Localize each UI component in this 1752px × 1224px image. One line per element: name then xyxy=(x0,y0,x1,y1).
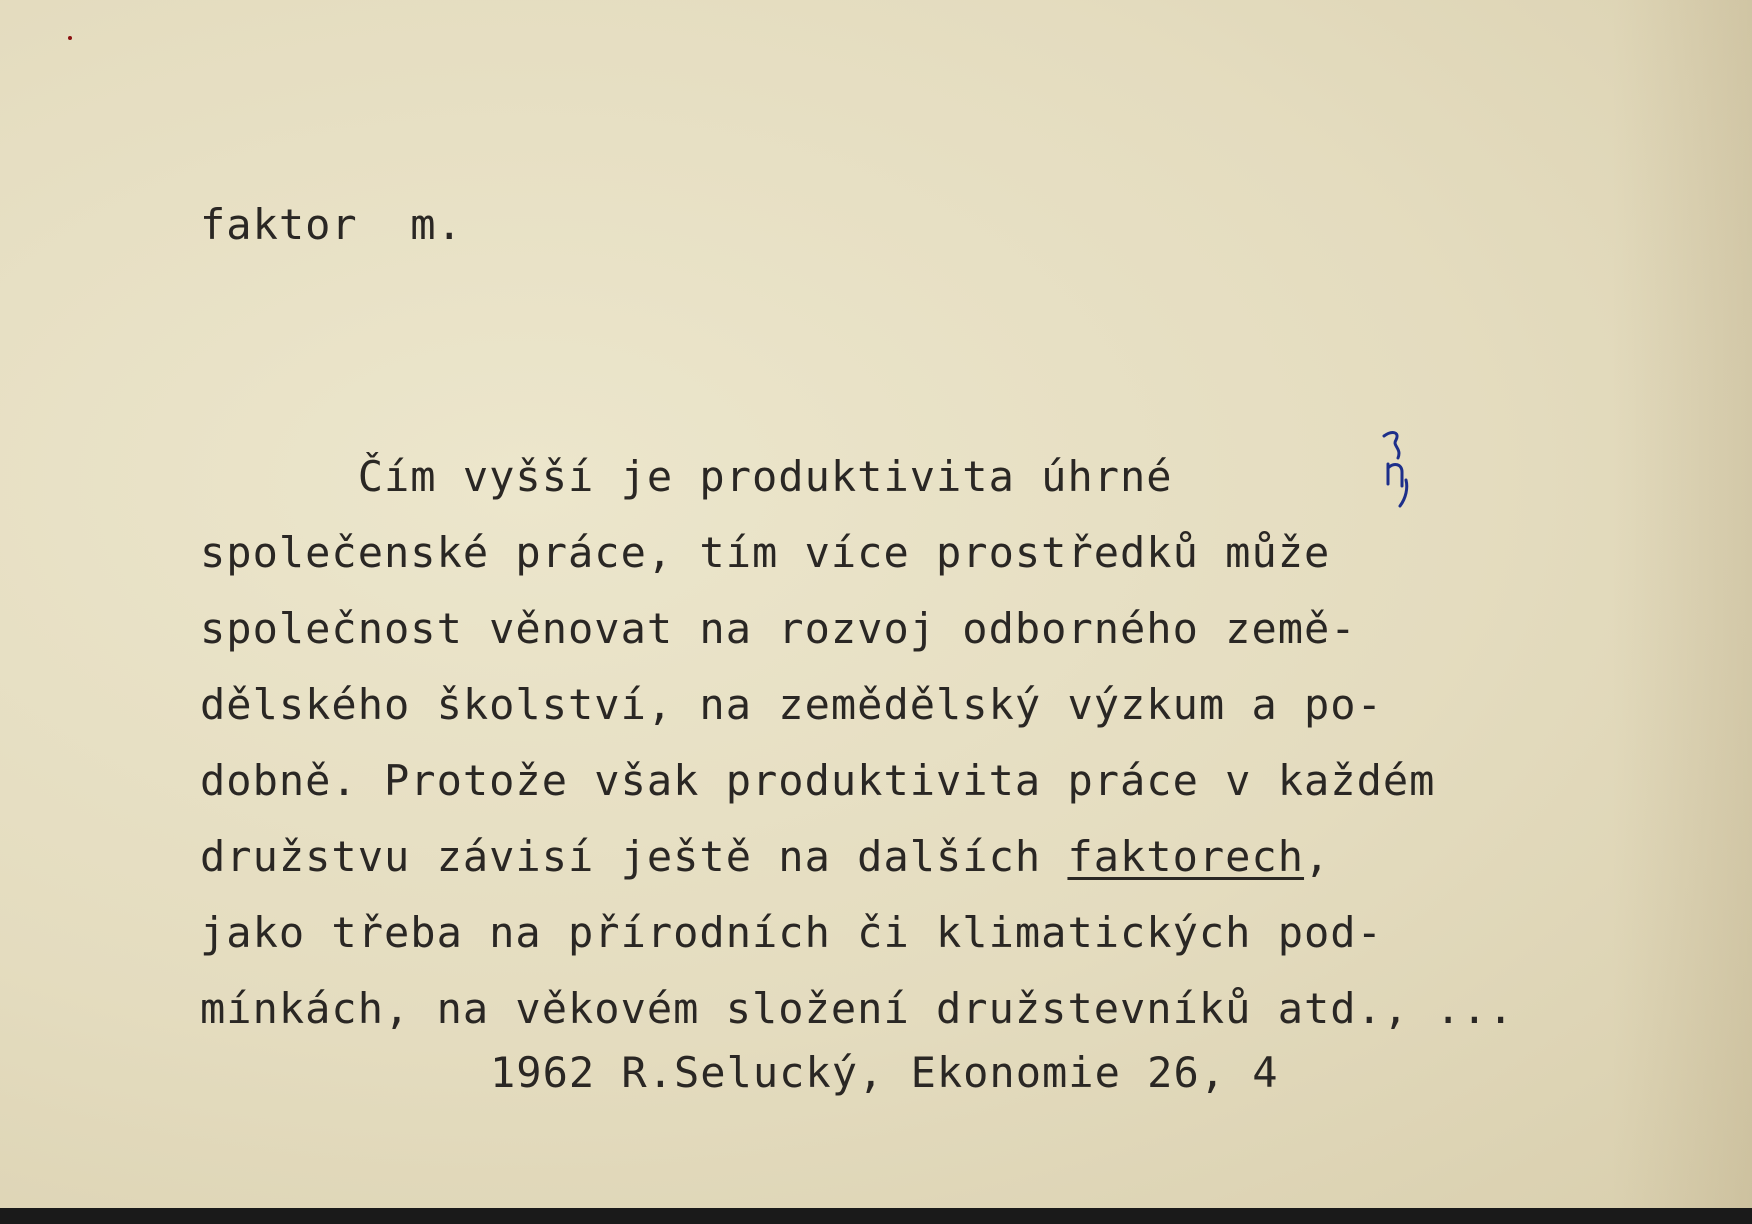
scan-border xyxy=(0,1208,1752,1224)
source-citation: 1962 R.Selucký, Ekonomie 26, 4 xyxy=(490,1048,1279,1097)
underlined-keyword: faktorech xyxy=(1067,832,1305,881)
text-line-4: dělského školství, na zemědělský výzkum a po- xyxy=(200,680,1383,729)
text-line-6 xyxy=(200,832,1330,881)
text-line-8: mínkách, na věkovém složení družstevníků atd., ... xyxy=(200,984,1515,1033)
red-speck xyxy=(68,36,72,40)
text-line-7: jako třeba na přírodních či klimatických pod- xyxy=(200,908,1383,957)
text-line-6-start: družstvu závisí ještě na dalších xyxy=(200,832,1068,881)
headword: faktor m. xyxy=(200,200,463,249)
text-line-1: Čím vyšší je produktivita úhrné xyxy=(200,452,1173,501)
text-line-6-end: , xyxy=(1304,832,1331,881)
text-line-5: dobně. Protože však produktivita práce v každém xyxy=(200,756,1436,805)
handwritten-correction-mark xyxy=(1378,428,1416,508)
text-line-2: společenské práce, tím více prostředků může xyxy=(200,528,1331,577)
text-line-3: společnost věnovat na rozvoj odborného země- xyxy=(200,604,1357,653)
